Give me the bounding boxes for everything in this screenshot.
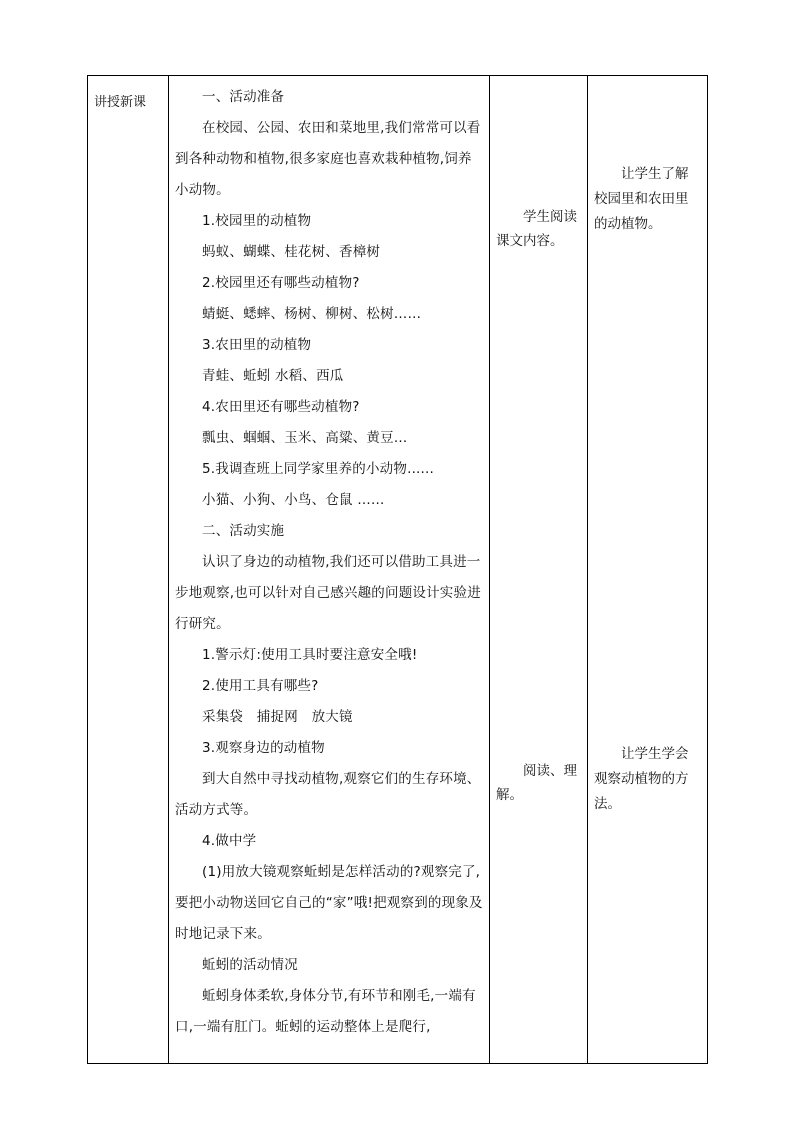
list-item: 采集袋 捕捉网 放大镜 — [202, 709, 353, 725]
list-item: 4.做中学 — [202, 833, 257, 849]
paragraph: 认识了身边的动植物,我们还可以借助工具进一步地观察,也可以针对自己感兴趣的问题设计实验进行研究。 — [175, 554, 481, 632]
student-activity-text: 学生阅读课文内容。 — [496, 209, 577, 249]
list-item: 2.校园里还有哪些动植物? — [202, 275, 360, 291]
list-item: 1.校园里的动植物 — [202, 213, 312, 229]
list-item: 蚯蚓的活动情况 — [202, 957, 298, 973]
section-label-cell — [88, 76, 169, 1064]
paragraph: 蚯蚓身体柔软,身体分节,有环节和刚毛,一端有口,一端有肛门。蚯蚓的运动整体上是爬行, — [175, 988, 476, 1035]
paragraph: 在校园、公园、农田和菜地里,我们常常可以看到各种动物和植物,很多家庭也喜欢栽种植物,饲养小动物。 — [175, 120, 481, 198]
list-item: 4.农田里还有哪些动植物? — [202, 399, 360, 415]
paragraph: (1)用放大镜观察蚯蚓是怎样活动的?观察完了,要把小动物送回它自己的“家”哦!把观察到的现象及时地记录下来。 — [175, 864, 483, 942]
design-intent-text: 让学生学会观察动植物的方法。 — [594, 746, 689, 812]
section-label: 讲授新课 — [94, 95, 147, 110]
heading-implementation: 二、活动实施 — [202, 523, 285, 539]
list-item: 1.警示灯:使用工具时要注意安全哦! — [202, 647, 418, 663]
lesson-plan-table — [87, 75, 708, 1064]
list-item: 5.我调查班上同学家里养的小动物...... — [202, 461, 435, 477]
list-item: 青蛙、蚯蚓 水稻、西瓜 — [202, 368, 344, 384]
list-item: 蜻蜓、蟋蟀、杨树、柳树、松树…… — [202, 306, 422, 322]
teaching-content-cell — [169, 76, 490, 1064]
student-activity-cell — [490, 76, 588, 1064]
design-intent-text: 让学生了解校园里和农田里的动植物。 — [594, 166, 689, 232]
list-item: 蚂蚁、蝴蝶、桂花树、香樟树 — [202, 244, 381, 260]
heading-preparation: 一、活动准备 — [202, 89, 285, 105]
table-row — [88, 76, 708, 1064]
paragraph: 到大自然中寻找动植物,观察它们的生存环境、活动方式等。 — [175, 771, 481, 818]
student-activity-text: 阅读、理解。 — [496, 763, 577, 803]
design-intent-cell — [588, 76, 708, 1064]
list-item: 小猫、小狗、小鸟、仓鼠 …… — [202, 492, 385, 508]
list-item: 3.观察身边的动植物 — [202, 740, 325, 756]
list-item: 3.农田里的动植物 — [202, 337, 312, 353]
list-item: 瓢虫、蝈蝈、玉米、高粱、黄豆… — [202, 430, 408, 446]
list-item: 2.使用工具有哪些? — [202, 678, 319, 694]
